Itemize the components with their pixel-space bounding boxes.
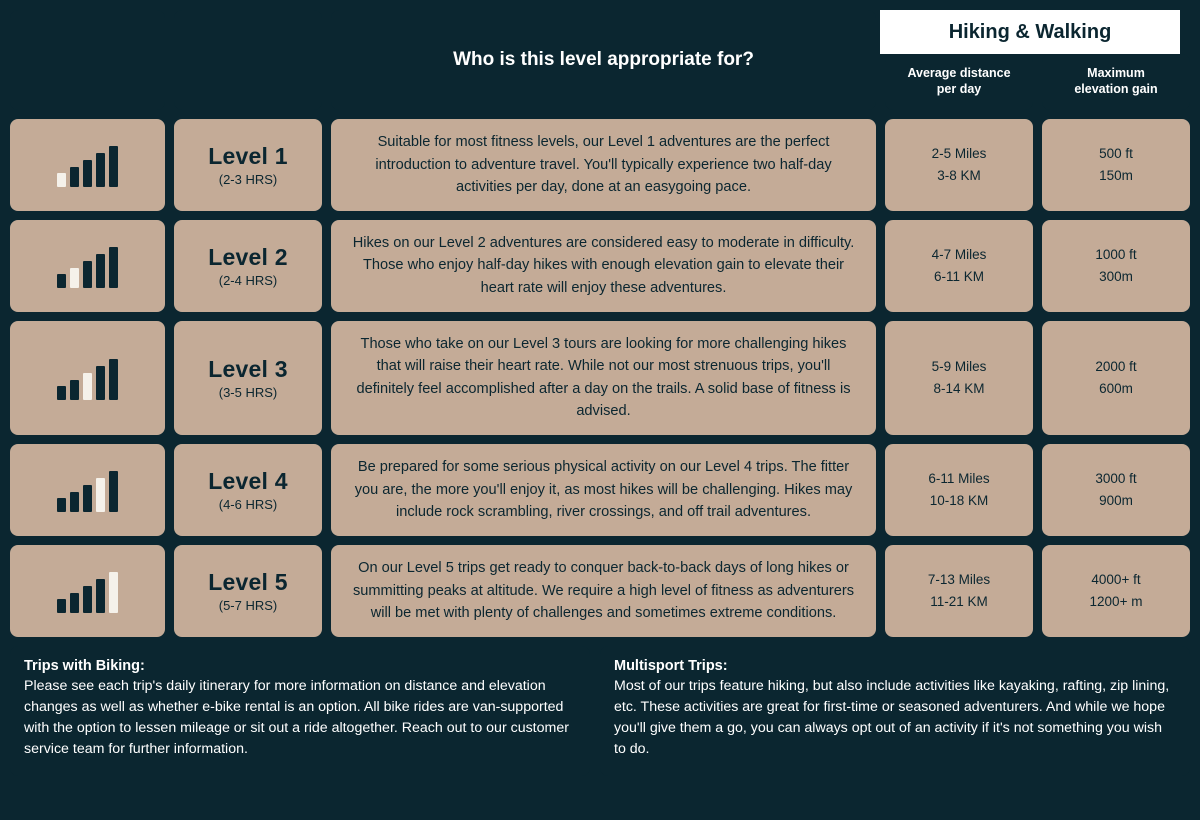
distance-miles: 2-5 Miles: [931, 146, 987, 162]
elevation-m: 600m: [1099, 380, 1133, 396]
elevation-m: 300m: [1099, 268, 1133, 284]
table-row: [174, 119, 322, 211]
signal-bars-level-4-icon: [57, 468, 118, 512]
level-title: Level 3: [208, 355, 288, 382]
elevation-m: 150m: [1099, 167, 1133, 183]
table-row: [174, 545, 322, 637]
elevation-ft: 4000+ ft: [1091, 572, 1141, 588]
signal-bars-level-5-icon: [57, 569, 118, 613]
level-distance: [885, 321, 1033, 435]
signal-bars-level-1-icon: [57, 143, 118, 187]
level-description: Those who take on our Level 3 tours are looking for more challenging hikes that will raise their heart rate. While not our most strenuous trips, you'll definitely feel accomplished after a day on the trails. A solid base of fitness is advised.: [331, 321, 876, 435]
distance-km: 8-14 KM: [933, 380, 985, 396]
header-cell-question: Who is this level appropriate for?: [331, 10, 876, 110]
level-hours: (4-6 HRS): [218, 497, 278, 512]
level-elevation: [1042, 119, 1190, 211]
distance-km: 11-21 KM: [930, 593, 988, 609]
elevation-ft: 500 ft: [1099, 146, 1133, 162]
distance-miles: 7-13 Miles: [927, 572, 991, 588]
elevation-ft: 1000 ft: [1095, 247, 1137, 263]
level-hours: (2-3 HRS): [218, 171, 278, 187]
header-cell-icon: [10, 10, 165, 110]
level-distance: [885, 545, 1033, 637]
signal-bars-level-2-icon: [57, 244, 118, 288]
level-distance: [885, 444, 1033, 536]
note-trips-with-biking: [10, 646, 590, 776]
signal-bars-level-3-icon: [57, 356, 118, 400]
distance-km: 10-18 KM: [929, 493, 989, 508]
elevation-m: 1200+ m: [1089, 593, 1143, 609]
distance-miles: 6-11 Miles: [928, 471, 990, 487]
elevation-ft: 3000 ft: [1095, 471, 1137, 487]
level-hours: (5-7 HRS): [218, 597, 278, 613]
header-elevation-line1: Maximum: [1087, 66, 1145, 81]
distance-miles: 4-7 Miles: [931, 247, 987, 263]
level-elevation: [1042, 321, 1190, 435]
table-grid: [10, 10, 1190, 637]
header-distance-line2: per day: [936, 82, 982, 96]
note-title: Trips with Biking:: [24, 657, 145, 674]
note-body: Most of our trips feature hiking, but also include activities like kayaking, rafting, zip lining, etc. These activities are great for first-time or seasoned adventurers. And while we hope you'll give them a go, you can always opt out of an activity if it's not something you wish to do.: [614, 677, 1170, 757]
header-cell-level: [174, 10, 322, 110]
distance-miles: 5-9 Miles: [931, 359, 987, 375]
level-title: Level 4: [208, 468, 288, 494]
table-row: [174, 220, 322, 312]
level-hours: (2-4 HRS): [218, 272, 278, 288]
level-description: On our Level 5 trips get ready to conquer back-to-back days of long hikes or summitting peaks at altitude. We require a high level of fitness as adventurers will be met with plenty of challenges and sometimes extreme conditions.: [331, 545, 876, 637]
table-row: [10, 119, 165, 211]
level-elevation: [1042, 220, 1190, 312]
level-hours: (3-5 HRS): [218, 384, 278, 400]
table-row: [174, 444, 322, 536]
level-elevation: [1042, 444, 1190, 536]
footer-notes: [10, 646, 1190, 776]
distance-km: 6-11 KM: [933, 268, 985, 284]
distance-km: 3-8 KM: [937, 167, 981, 183]
level-title: Level 5: [208, 568, 288, 595]
elevation-m: 900m: [1099, 493, 1133, 508]
level-title: Level 2: [208, 243, 288, 270]
note-multisport-trips: [600, 646, 1190, 776]
note-title: Multisport Trips:: [614, 657, 728, 674]
header-elevation-label: [1042, 54, 1190, 110]
level-elevation: [1042, 545, 1190, 637]
header-distance-label: [885, 54, 1033, 110]
table-row: [10, 321, 165, 435]
elevation-ft: 2000 ft: [1095, 359, 1137, 375]
table-row: [10, 545, 165, 637]
table-row: [10, 444, 165, 536]
level-description: Suitable for most fitness levels, our Level 1 adventures are the perfect introduction to adventure travel. You'll typically experience two half-day activities per day, done at an easygoing pace.: [331, 119, 876, 211]
level-title: Level 1: [208, 142, 288, 169]
note-body: Please see each trip's daily itinerary for more information on distance and elevation changes as well as whether e-bike rental is an option. All bike rides are van-supported with the option to lessen mileage or sit out a ride altogether. Reach out to our customer service team for further information.: [24, 677, 569, 757]
level-distance: [885, 220, 1033, 312]
level-distance: [885, 119, 1033, 211]
header-elevation-line2: elevation gain: [1074, 82, 1158, 96]
table-row: [174, 321, 322, 435]
level-description: Be prepared for some serious physical activity on our Level 4 trips. The fitter you are, the more you'll enjoy it, as most hikes will be challenging. Hikes may include rock scrambling, river crossings, and off trail adventures.: [331, 444, 876, 536]
header-distance-line1: Average distance: [907, 66, 1011, 81]
hiking-walking-group-header: Hiking & Walking: [880, 10, 1180, 54]
table-row: [10, 220, 165, 312]
level-description: Hikes on our Level 2 adventures are considered easy to moderate in difficulty. Those who enjoy half-day hikes with enough elevation gain to elevate their heart rate will enjoy these adventures.: [331, 220, 876, 312]
